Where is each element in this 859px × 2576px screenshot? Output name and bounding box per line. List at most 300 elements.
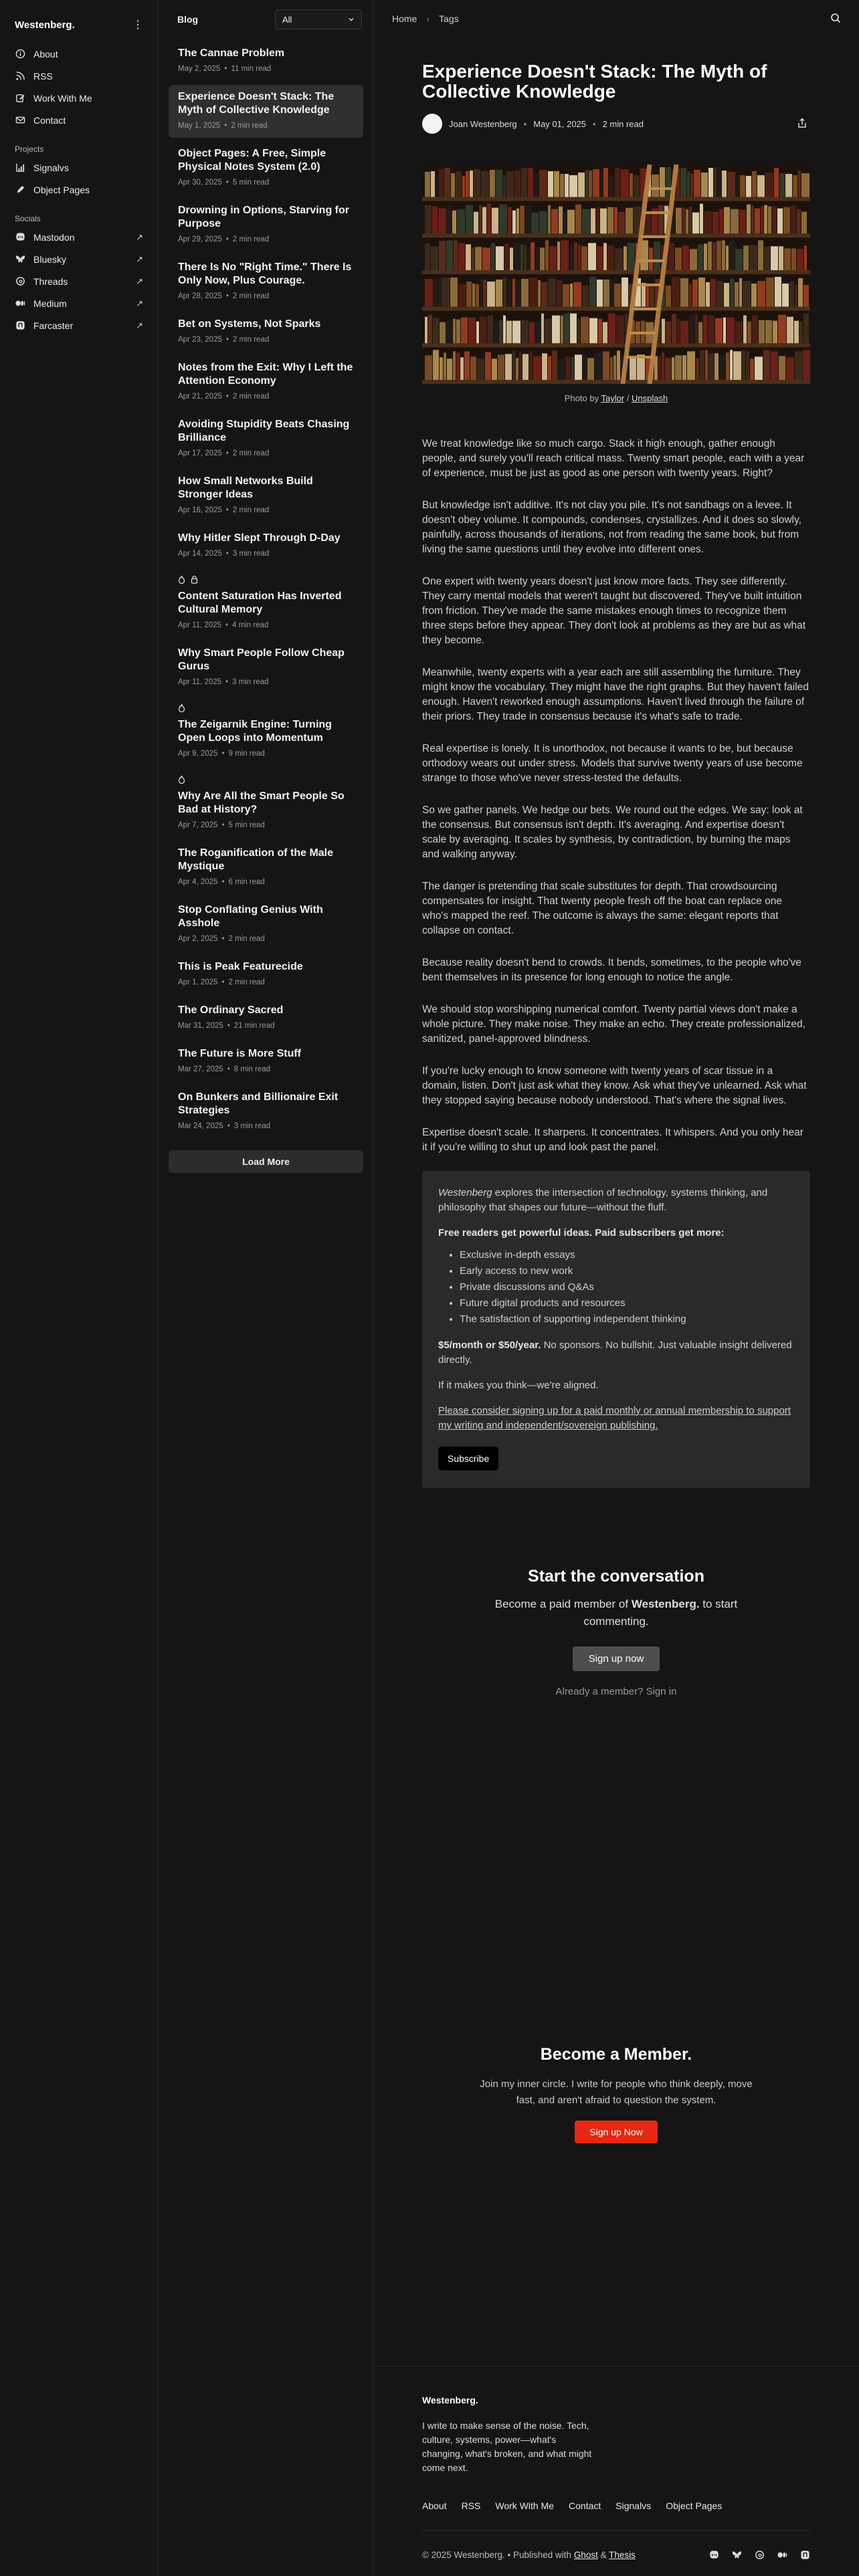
book-spine [662, 319, 665, 344]
more-options-icon[interactable]: ⋮ [132, 19, 143, 31]
nav-item-contact[interactable] [15, 109, 143, 131]
book-spine [719, 355, 725, 380]
book-spine [692, 280, 698, 307]
post-list-item[interactable] [169, 770, 363, 837]
book-spine [574, 242, 577, 270]
book-spine [686, 209, 688, 234]
book-spine [535, 322, 541, 344]
thesis-link[interactable]: Thesis [609, 2549, 636, 2560]
book-spine [704, 243, 707, 270]
post-date: Apr 1, 2025 [178, 978, 218, 986]
separator-dot: • [225, 235, 229, 243]
image-caption [422, 393, 810, 403]
book-spine [514, 171, 520, 197]
book-spine [708, 316, 714, 344]
filter-value: All [282, 14, 292, 25]
breadcrumb-home[interactable]: Home [392, 13, 417, 24]
post-list-item[interactable] [169, 1042, 363, 1081]
book-spine [764, 246, 770, 270]
book-spine [516, 209, 519, 234]
chevron-right-icon: › [426, 13, 430, 24]
external-link-icon: ↗ [136, 276, 143, 286]
book-spine [557, 241, 560, 270]
article-paragraph: But knowledge isn't additive. It's not clay you pile. It's not sandbags on a levee. It doesn't obey volume. It compounds, condenses, crystallizes. And it does so slowly, painfully, across thousands of iterations, not from reading the same book, but from living the same questions until they evolve into different ones. [422, 500, 801, 555]
book-spine [512, 211, 516, 234]
book-spine [789, 282, 794, 307]
book-spine [804, 245, 807, 270]
caption-source-link[interactable]: Unsplash [632, 393, 668, 403]
copyright-text [422, 2550, 636, 2560]
book-spine [726, 352, 729, 380]
book-spine [758, 240, 763, 270]
book-spine [722, 171, 727, 197]
book-spine [466, 282, 472, 307]
book-spine [474, 212, 478, 234]
separator-dot: • [221, 878, 225, 886]
post-meta [178, 978, 354, 986]
footer-bottom [422, 2549, 810, 2560]
separator-dot: • [225, 621, 229, 629]
book-spine [749, 245, 757, 270]
separator-dot: • [225, 449, 229, 457]
callout-intro [438, 1186, 794, 1215]
separator-dot: • [225, 179, 229, 187]
main-content [374, 0, 859, 2576]
book-spine [520, 244, 523, 270]
post-list-item[interactable] [169, 142, 363, 195]
book-spine [559, 207, 563, 234]
post-badges [178, 775, 354, 787]
book-spine [729, 241, 735, 270]
book-spine [750, 358, 754, 380]
nav-item-signalvs[interactable] [15, 156, 143, 179]
post-date: Mar 31, 2025 [178, 1022, 223, 1030]
mastodon-icon[interactable] [708, 2549, 719, 2560]
book-spine [660, 167, 665, 197]
book-spine [597, 246, 603, 270]
post-date: Apr 17, 2025 [178, 449, 222, 457]
post-list-header [159, 0, 373, 39]
threads-icon[interactable] [754, 2549, 765, 2560]
featured-icon [178, 775, 185, 787]
post-title: Avoiding Stupidity Beats Chasing Brilliance [178, 419, 350, 443]
book-spine [666, 322, 671, 344]
book-spine [533, 356, 541, 380]
book-spine [447, 358, 452, 380]
book-spine [480, 278, 482, 307]
post-list-item[interactable] [169, 898, 363, 951]
post-list-item[interactable] [169, 698, 363, 766]
book-spine [742, 350, 745, 380]
book-spine [646, 213, 651, 234]
book-spine [487, 204, 491, 234]
book-spine [425, 317, 427, 344]
footer-link[interactable]: Object Pages [666, 2500, 723, 2511]
book-spine [589, 277, 596, 307]
post-list-item[interactable] [169, 85, 363, 138]
book-spine [743, 245, 749, 270]
breadcrumb [374, 0, 859, 37]
bluesky-icon[interactable] [731, 2549, 742, 2560]
book-spine [803, 350, 810, 380]
book-spine [470, 171, 473, 197]
hero-image [422, 165, 810, 384]
post-list-item[interactable] [169, 955, 363, 994]
book-spine [739, 278, 742, 307]
book-spine [560, 174, 564, 197]
book-spine [570, 284, 573, 307]
medium-icon[interactable] [777, 2549, 787, 2560]
book-spine [736, 175, 739, 197]
book-spine [598, 319, 602, 344]
post-list-item[interactable] [169, 356, 363, 409]
post-date: Apr 28, 2025 [178, 292, 222, 300]
nav-item-threads[interactable] [15, 270, 143, 292]
book-spine [587, 358, 594, 380]
post-title: Notes from the Exit: Why I Left the Attention Economy [178, 362, 353, 387]
book-spine [438, 209, 446, 234]
book-spine [652, 175, 659, 197]
book-spine [503, 278, 506, 307]
book-spine [700, 350, 704, 380]
book-spine [755, 209, 760, 234]
book-spine [747, 205, 751, 234]
book-spine [528, 168, 533, 197]
book-spine [672, 277, 680, 307]
book-spine [504, 243, 509, 270]
price-bold: $5/month or $50/year. [438, 1339, 541, 1351]
book-spine [675, 247, 682, 270]
book-spine [591, 209, 595, 234]
book-spine [510, 247, 513, 270]
post-list-item[interactable] [169, 41, 363, 81]
footer-brand[interactable]: Westenberg. [422, 2395, 478, 2405]
book-spine [456, 320, 460, 344]
footer-divider [422, 2530, 810, 2531]
book-spine [447, 205, 452, 234]
post-title: The Zeigarnik Engine: Turning Open Loops into Momentum [178, 719, 332, 744]
book-spine [440, 322, 446, 344]
book-spine [761, 207, 763, 234]
book-spine [529, 278, 537, 307]
book-spine [733, 351, 741, 380]
book-spine [570, 314, 577, 344]
book-spine [564, 314, 569, 344]
farcaster-icon [15, 320, 25, 331]
post-list-item[interactable] [169, 1085, 363, 1138]
author-avatar[interactable] [422, 114, 442, 134]
book-spine [600, 209, 607, 234]
nav-item-label: Work With Me [33, 92, 92, 104]
book-spine [680, 278, 688, 307]
book-spine [442, 278, 450, 307]
book-spine [730, 279, 734, 307]
book-spine [524, 245, 527, 270]
book-spine [698, 244, 703, 270]
nav-item-medium[interactable] [15, 292, 143, 314]
post-list-item[interactable] [169, 998, 363, 1038]
footer-link[interactable]: Work With Me [495, 2500, 555, 2511]
book-spine [506, 321, 512, 344]
footer-social-icons [708, 2549, 810, 2560]
featured-icon [178, 575, 185, 587]
footer-link[interactable]: Signalvs [615, 2500, 652, 2511]
book-spine [715, 318, 723, 344]
site-logo[interactable]: Westenberg. [15, 19, 75, 31]
post-list-title: Blog [177, 14, 199, 25]
share-icon[interactable] [797, 118, 807, 130]
book-spine [557, 280, 562, 307]
nav-item-rss[interactable] [15, 65, 143, 87]
book-spine [520, 206, 524, 234]
already-member [422, 1686, 810, 1697]
book-spine [561, 240, 569, 270]
book-spine [494, 322, 498, 344]
post-meta [178, 821, 354, 829]
post-list-item[interactable] [169, 312, 363, 352]
separator-dot: • [221, 935, 225, 943]
book-spine [614, 284, 621, 307]
book-spine [658, 205, 664, 234]
book-spine [642, 283, 646, 307]
book-spine [545, 319, 551, 344]
comments-title: Start the conversation [528, 1567, 704, 1586]
price-text: No sponsors. No bullshit. Just valuable insight delivered directly. [438, 1339, 792, 1366]
article-paragraph: Real expertise is lonely. It is unorthodox, not because it wants to be, but because orthodoxy wears out under stress. Models that survive twenty years of use become strange to those who've never stress-tested the defaults. [422, 743, 803, 784]
membership-subtitle: Join my inner circle. I write for people who think deeply, move fast, and aren't afraid to question the system. [480, 2078, 753, 2106]
book-spine [458, 284, 466, 307]
post-list-item[interactable] [169, 255, 363, 308]
post-read-time: 21 min read [233, 1022, 275, 1030]
book-spine [512, 350, 515, 380]
book-spine [795, 285, 797, 307]
book-spine [558, 358, 565, 380]
book-spine [618, 212, 625, 234]
post-list-item[interactable] [169, 841, 363, 894]
book-spine [477, 358, 484, 380]
post-read-time: 3 min read [232, 678, 269, 686]
post-list-item[interactable] [169, 570, 363, 637]
book-spine [548, 205, 551, 234]
post-read-time: 11 min read [231, 65, 272, 73]
ghost-link[interactable]: Ghost [573, 2549, 598, 2560]
book-spine [425, 172, 430, 197]
book-spine [682, 245, 689, 270]
caption-author-link[interactable]: Taylor [601, 393, 625, 403]
footer-link[interactable]: About [422, 2500, 447, 2511]
membership-signup-button[interactable]: Sign up Now [575, 2121, 657, 2143]
book-spine [548, 171, 553, 197]
post-date: Apr 30, 2025 [178, 179, 222, 187]
chevron-down-icon [348, 15, 355, 25]
post-meta [178, 393, 354, 401]
book-spine [708, 168, 713, 197]
farcaster-icon[interactable] [799, 2549, 810, 2560]
book-spine [751, 284, 757, 307]
post-meta [178, 449, 354, 457]
book-spine [705, 350, 708, 380]
book-spine [759, 320, 765, 344]
book-spine [529, 351, 533, 380]
nav-item-bluesky[interactable] [15, 248, 143, 270]
book-spine [714, 167, 717, 197]
book-spine [578, 244, 581, 270]
post-date: Apr 16, 2025 [178, 506, 222, 514]
separator-dot: • [224, 65, 227, 73]
nav-item-label: About [33, 48, 58, 60]
book-spine [628, 243, 635, 270]
book-spine [472, 284, 475, 307]
book-spine [793, 175, 797, 197]
book-spine [529, 322, 535, 344]
search-icon[interactable] [830, 13, 841, 25]
book-spine [460, 357, 464, 380]
post-list-item[interactable] [169, 199, 363, 251]
book-spine [453, 351, 456, 380]
post-list-item[interactable] [169, 469, 363, 522]
nav-item-object-pages[interactable] [15, 179, 143, 201]
book-spine [765, 320, 772, 344]
book-spine [712, 242, 716, 270]
sidebar [0, 0, 159, 2576]
book-spine [624, 246, 627, 270]
book-spine [775, 277, 781, 307]
book-spine [722, 240, 725, 270]
separator-dot: • [225, 336, 229, 344]
book-spine [503, 175, 506, 197]
book-spine [516, 358, 518, 380]
post-list-item[interactable] [169, 413, 363, 465]
book-spine [577, 320, 580, 344]
book-spine [603, 168, 608, 197]
separator-dot: • [225, 506, 229, 514]
book-spine [588, 243, 596, 270]
benefit-item: • Private discussions and Q&As [460, 1279, 794, 1295]
book-spine [583, 354, 587, 380]
book-spine [446, 240, 453, 270]
book-spine [731, 209, 739, 234]
membership-cta [422, 2045, 810, 2143]
site-footer [374, 2366, 859, 2576]
book-spine [621, 169, 629, 197]
footer-link[interactable]: Contact [569, 2500, 601, 2511]
subscribe-button[interactable]: Subscribe [438, 1446, 498, 1471]
post-read-time: 5 min read [228, 821, 265, 829]
post-list-item[interactable] [169, 641, 363, 694]
book-spine [472, 247, 474, 270]
sign-in-link[interactable]: Sign in [646, 1686, 677, 1697]
book-spine [613, 355, 616, 380]
book-spine [539, 170, 547, 197]
nav-item-mastodon[interactable] [15, 226, 143, 248]
book-spine [521, 320, 529, 344]
post-read-time: 2 min read [231, 122, 268, 130]
book-spine [610, 280, 613, 307]
book-spine [446, 321, 452, 344]
book-spine [797, 249, 803, 270]
post-read-time: 8 min read [233, 1065, 271, 1073]
book-spine [778, 315, 786, 344]
book-spine [552, 350, 557, 380]
separator-dot: • [593, 118, 596, 129]
post-meta [178, 65, 354, 73]
benefit-item: • Early access to new work [460, 1263, 794, 1279]
book-spine [432, 207, 438, 234]
book-spine [710, 279, 716, 307]
book-spine [603, 351, 609, 380]
book-spine [525, 206, 531, 234]
shelf-board [422, 380, 810, 384]
book-spine [571, 356, 574, 380]
book-spine [444, 352, 446, 380]
load-more-button[interactable]: Load More [169, 1150, 363, 1173]
post-meta [178, 678, 354, 686]
separator-dot: • [221, 750, 225, 758]
book-spine [452, 211, 456, 234]
book-spine [575, 354, 582, 380]
book-spine [519, 351, 522, 380]
article-paragraph: We should stop worshipping numerical comfort. Twenty partial views don't make a whole picture. They make noise. They make an echo. They create professionalized, sanitized, panel-approved blindness. [422, 1004, 805, 1045]
nav-item-farcaster[interactable] [15, 314, 143, 336]
book-spine [739, 210, 746, 234]
book-spine [607, 207, 613, 234]
article-byline [422, 114, 810, 134]
book-spine [488, 316, 493, 344]
comments-subtitle-prefix: Become a paid member of [494, 1598, 632, 1610]
book-spine [630, 173, 633, 197]
breadcrumb-tags[interactable]: Tags [439, 13, 459, 24]
footer-nav [422, 2500, 810, 2511]
post-date: Apr 29, 2025 [178, 235, 222, 243]
threads-icon [15, 276, 25, 287]
article-body [422, 437, 810, 1155]
membership-link[interactable]: Please consider signing up for a paid monthly or annual membership to support my writing and independent/sovereign publishing. [438, 1405, 791, 1431]
book-spine [496, 246, 504, 270]
book-spine [575, 205, 581, 234]
footer-link[interactable]: RSS [461, 2500, 481, 2511]
book-spine [690, 249, 697, 270]
book-spine [506, 171, 514, 197]
author-name[interactable]: Joan Westenberg [449, 118, 517, 129]
post-list-item[interactable] [169, 526, 363, 566]
nav-item-label: Mastodon [33, 231, 75, 243]
book-spine [436, 175, 438, 197]
book-spine [724, 283, 729, 307]
signup-now-button[interactable]: Sign up now [573, 1646, 660, 1671]
book-spine [461, 318, 468, 344]
book-spine [439, 169, 444, 197]
book-spine [607, 245, 614, 270]
article-title: Experience Doesn't Stack: The Myth of Collective Knowledge [422, 61, 767, 102]
book-spine [549, 246, 557, 270]
nav-item-work-with-me[interactable] [15, 87, 143, 109]
book-spine [677, 319, 680, 344]
book-spine [751, 206, 754, 234]
book-spine [747, 322, 751, 344]
book-spine [666, 286, 671, 307]
book-spine [485, 352, 491, 380]
book-spine [552, 316, 560, 344]
benefits-list [460, 1247, 794, 1327]
post-filter-select[interactable] [275, 9, 362, 29]
post-read-time: 2 min read [232, 336, 270, 344]
book-spine [617, 350, 620, 380]
book-spine [649, 247, 653, 270]
book-spine [534, 173, 539, 197]
book-spine [743, 281, 751, 307]
post-list-panel [159, 0, 373, 2576]
nav-item-about[interactable] [15, 43, 143, 65]
